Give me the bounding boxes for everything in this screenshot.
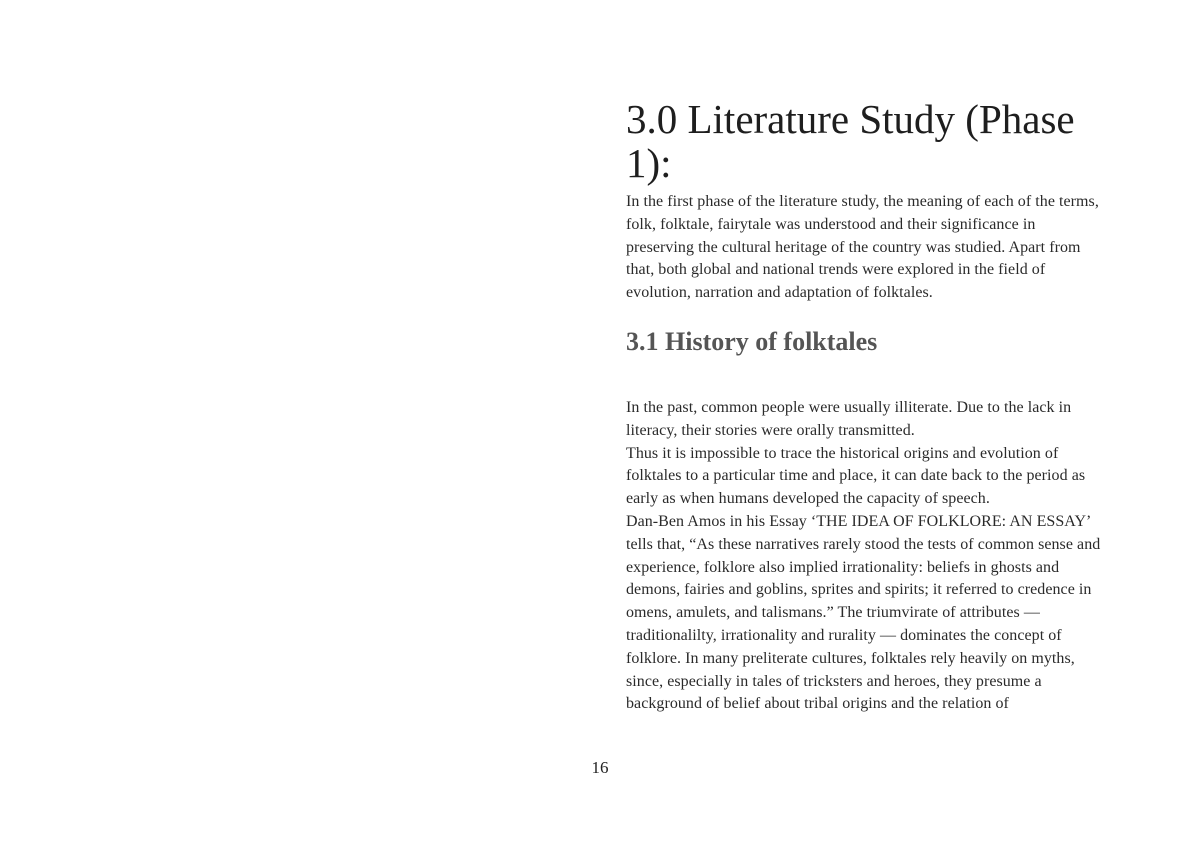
page-number: 16 <box>591 758 609 777</box>
right-page <box>600 0 1200 848</box>
subsection-heading: 3.1 History of folktales <box>626 326 878 356</box>
section-heading: 3.0 Literature Study (Phase 1): <box>626 96 1075 186</box>
body-text <box>626 397 1102 716</box>
page-content <box>626 97 1102 716</box>
body-paragraph: Dan-Ben Amos in his Essay ‘THE IDEA OF FOLKLORE: AN ESSAY’ tells that, “As these narratives rarely stood the tests of common sense and experience, folklore also implied irrationality: beliefs in ghosts and demons, fairies and goblins, sprites and spirits; it referred to credence in omens, amulets, and talismans.” The triumvirate of attributes — traditionalilty, irrationality and rurality — dominates the concept of folklore. In many preliterate cultures, folktales rely heavily on myths, since, especially in tales of tricksters and heroes, they presume a background of belief about tribal origins and the relation of <box>626 512 1101 713</box>
body-paragraph: Thus it is impossible to trace the historical origins and evolution of folktales to a particular time and place, it can date back to the period as early as when humans developed the capacity of speech. <box>626 444 1086 508</box>
intro-paragraph: In the first phase of the literature study, the meaning of each of the terms, folk, folktale, fairytale was understood and their significance in preserving the cultural heritage of the country was studied. Apart from that, both global and national trends were explored in the field of evolution, narration and adaptation of folktales. <box>626 193 1099 302</box>
body-paragraph: In the past, common people were usually illiterate. Due to the lack in literacy, their stories were orally transmitted. <box>626 398 1072 439</box>
